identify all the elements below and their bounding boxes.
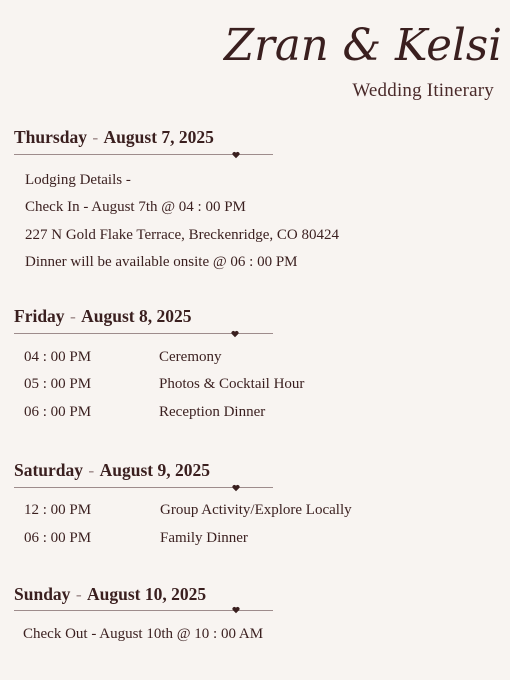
day-heading-sunday: [14, 584, 206, 605]
event-label: Group Activity/Explore Locally: [160, 502, 352, 518]
date-label: August 10, 2025: [87, 584, 207, 604]
page-subtitle: Wedding Itinerary: [352, 80, 494, 101]
heart-icon: [232, 151, 240, 159]
event-label: Ceremony: [159, 349, 222, 365]
heading-separator: -: [65, 306, 81, 326]
thursday-line-4: Dinner will be available onsite @ 06 : 00 PM: [25, 254, 298, 270]
date-label: August 8, 2025: [81, 306, 192, 326]
date-label: August 7, 2025: [103, 127, 214, 147]
event-label: Reception Dinner: [159, 404, 266, 420]
day-heading-thursday: [14, 127, 214, 148]
heart-icon: [231, 330, 239, 338]
date-label: August 9, 2025: [99, 460, 210, 480]
thursday-line-2: Check In - August 7th @ 04 : 00 PM: [25, 199, 246, 215]
event-time: 04 : 00 PM: [24, 349, 92, 365]
weekday-label: Sunday: [14, 584, 71, 604]
thursday-line-1: Lodging Details -: [25, 172, 131, 188]
heading-separator: -: [87, 127, 103, 147]
heading-separator: -: [71, 584, 87, 604]
thursday-line-3: 227 N Gold Flake Terrace, Breckenridge, CO 80424: [25, 227, 340, 243]
event-time: 05 : 00 PM: [24, 376, 92, 392]
couple-names-text: Zran & Kelsi: [222, 20, 502, 71]
event-time: 06 : 00 PM: [24, 530, 92, 546]
weekday-label: Thursday: [14, 127, 87, 147]
heart-icon: [232, 606, 240, 614]
weekday-label: Friday: [14, 306, 65, 326]
couple-names-script: [222, 8, 506, 78]
weekday-label: Saturday: [14, 460, 84, 480]
event-time: 06 : 00 PM: [24, 404, 92, 420]
sunday-line-1: Check Out - August 10th @ 10 : 00 AM: [23, 626, 264, 642]
event-label: Family Dinner: [160, 530, 248, 546]
event-label: Photos & Cocktail Hour: [159, 376, 305, 392]
event-time: 12 : 00 PM: [24, 502, 92, 518]
day-heading-friday: [14, 306, 192, 327]
heading-separator: -: [84, 460, 99, 480]
heart-icon: [232, 484, 240, 492]
day-heading-saturday: [14, 460, 210, 481]
